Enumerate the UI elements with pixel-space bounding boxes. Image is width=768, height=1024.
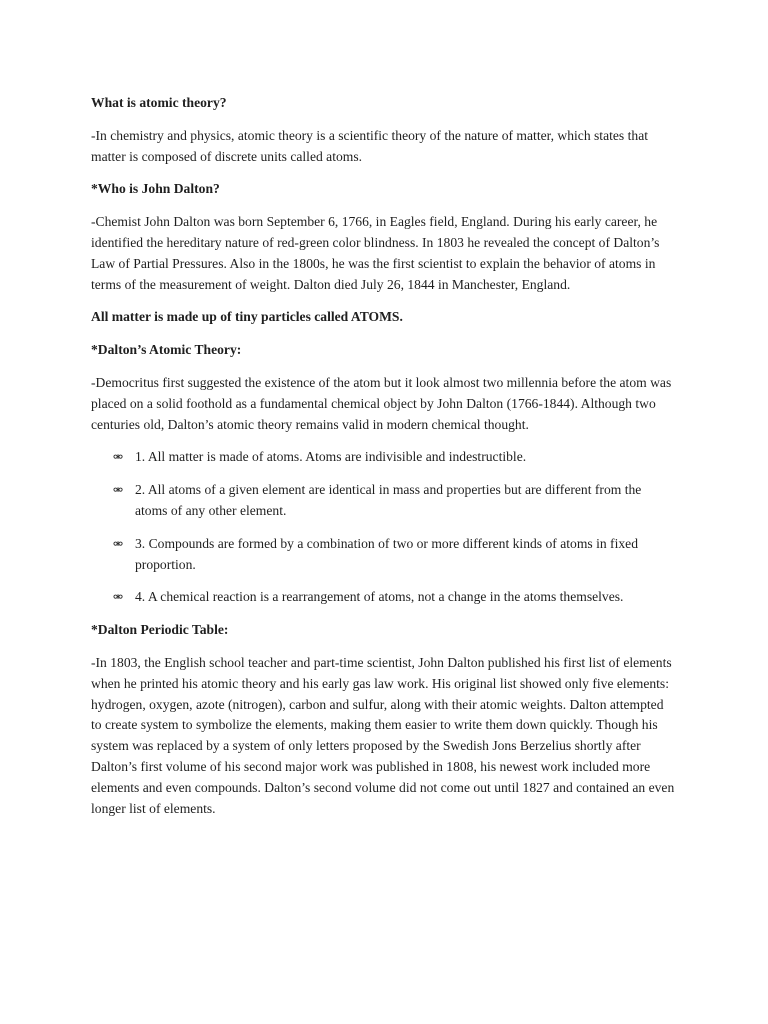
paragraph-atomic-theory: -In chemistry and physics, atomic theory is a scientific theory of the nature of matter, which states that matter is composed of discrete units called atoms. <box>91 127 649 164</box>
list-item <box>91 480 677 522</box>
bullet-icon: ⚮ <box>113 536 124 551</box>
statement-matter-atoms: All matter is made up of tiny particles called ATOMS. <box>91 309 403 325</box>
list-item <box>91 587 677 608</box>
heading-daltons-atomic-theory: *Dalton’s Atomic Theory: <box>91 342 242 358</box>
list-item <box>91 534 677 576</box>
list-item <box>91 447 677 468</box>
bullet-icon: ⚮ <box>113 483 124 498</box>
heading-john-dalton: *Who is John Dalton? <box>91 181 220 197</box>
heading-dalton-periodic-table: *Dalton Periodic Table: <box>91 622 229 638</box>
postulates-list <box>91 447 677 608</box>
paragraph-daltons-atomic-theory: -Democritus first suggested the existence of the atom but it look almost two millennia before the atom was placed on a solid foothold as a fundamental chemical object by John Dalton (1766-1844). Although two centuries old, Dalton’s atomic theory remains valid in modern chemical thought. <box>91 374 672 432</box>
document-page <box>91 93 677 831</box>
list-item-text: 2. All atoms of a given element are identical in mass and properties but are different from the atoms of any other element. <box>135 482 642 518</box>
paragraph-john-dalton: -Chemist John Dalton was born September 6, 1766, in Eagles field, England. During his early career, he identified the hereditary nature of red-green color blindness. In 1803 he revealed the concept of Dalton’s Law of Partial Pressures. Also in the 1800s, he was the first scientist to explain the behavior of atoms in terms of the measurement of weight. Dalton died July 26, 1844 in Manchester, England. <box>91 214 660 292</box>
bullet-icon: ⚮ <box>113 450 124 465</box>
bullet-icon: ⚮ <box>113 590 124 605</box>
paragraph-dalton-periodic-table: -In 1803, the English school teacher and part-time scientist, John Dalton published his first list of elements when he printed his atomic theory and his early gas law work. His original list showed only five elements: hydrogen, oxygen, azote (nitrogen), carbon and sulfur, along with their atomic weights. Dalton attempted to create system to symbolize the elements, making them easier to write them down quickly. Though his system was replaced by a system of only letters proposed by the Swedish Jons Berzelius shortly after Dalton’s first volume of his second major work was published in 1808, his newest work included more elements and even compounds. Dalton’s second volume did not come out until 1827 and contained an even longer list of elements. <box>91 654 675 816</box>
heading-atomic-theory: What is atomic theory? <box>91 95 227 110</box>
list-item-text: 3. Compounds are formed by a combination of two or more different kinds of atoms in fixed proportion. <box>135 535 638 572</box>
list-item-text: 1. All matter is made of atoms. Atoms are indivisible and indestructible. <box>135 449 527 465</box>
list-item-text: 4. A chemical reaction is a rearrangement of atoms, not a change in the atoms themselves. <box>135 589 624 605</box>
